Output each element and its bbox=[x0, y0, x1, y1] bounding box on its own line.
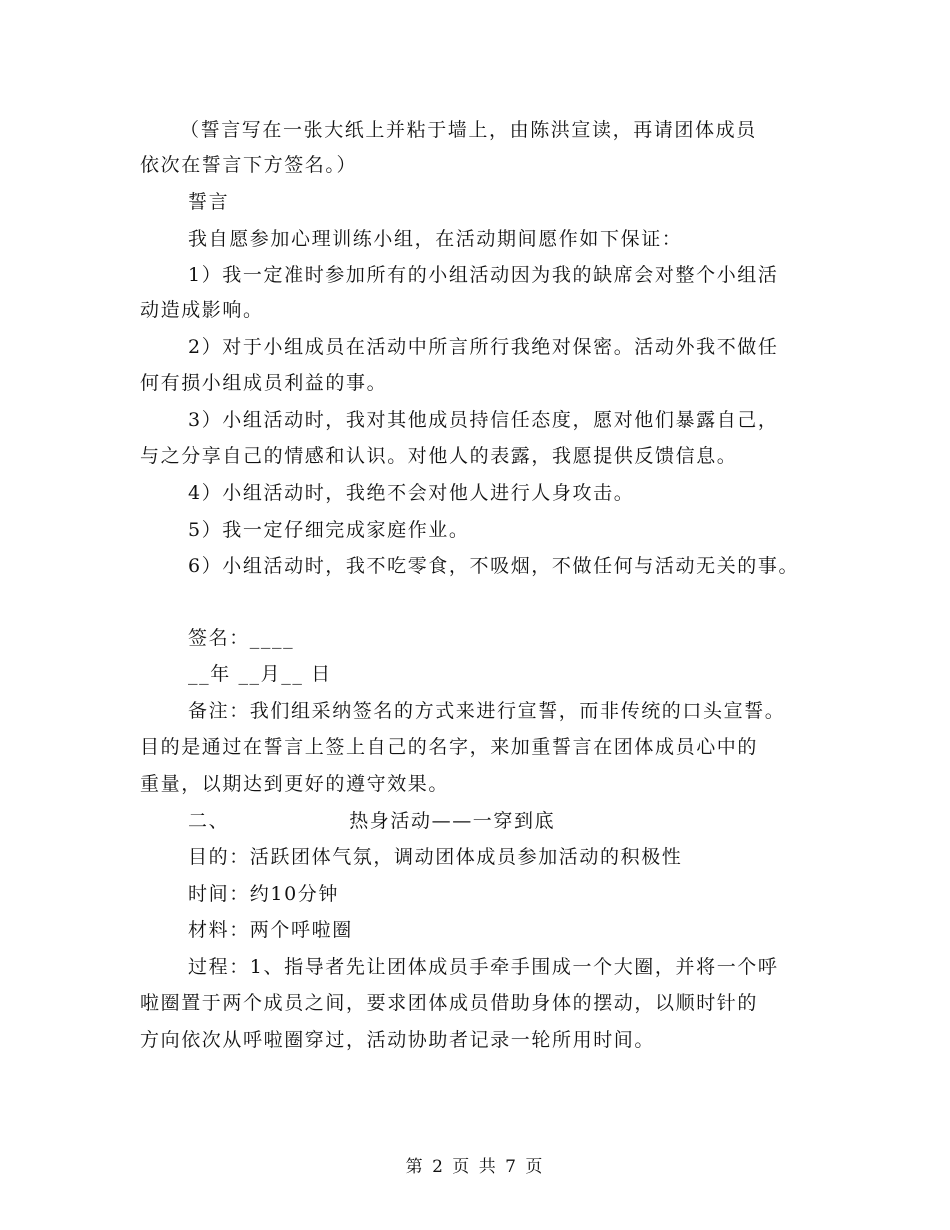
process-line-3: 方向依次从呼啦圈穿过，活动协助者记录一轮所用时间。 bbox=[140, 1029, 656, 1051]
process-line-1: 过程：1、指导者先让团体成员手牵手围成一个大圈，并将一个呼 bbox=[188, 956, 779, 978]
oath-item-4: 4）小组活动时，我绝不会对他人进行人身攻击。 bbox=[188, 482, 635, 504]
oath-item-2-line-1: 2）对于小组成员在活动中所言所行我绝对保密。活动外我不做任 bbox=[188, 336, 779, 358]
oath-item-1-line-2: 动造成影响。 bbox=[140, 299, 264, 321]
page-footer: 第 2 页 共 7 页 bbox=[405, 1157, 545, 1177]
oath-item-3-line-2: 与之分享自己的情感和认识。对他人的表露，我愿提供反馈信息。 bbox=[140, 445, 738, 467]
oath-item-1-line-1: 1）我一定准时参加所有的小组活动因为我的缺席会对整个小组活 bbox=[188, 264, 779, 286]
oath-intro: 我自愿参加心理训练小组，在活动期间愿作如下保证： bbox=[188, 228, 683, 250]
section-title: 热身活动——一穿到底 bbox=[349, 810, 556, 832]
intro-paragraph-line-2: 依次在誓言下方签名。） bbox=[140, 154, 358, 176]
oath-item-2-line-2: 何有损小组成员利益的事。 bbox=[140, 372, 388, 394]
section-number: 二、 bbox=[188, 810, 230, 832]
oath-item-6: 6）小组活动时，我不吃零食，不吸烟，不做任何与活动无关的事。 bbox=[188, 555, 800, 577]
process-line-2: 啦圈置于两个成员之间，要求团体成员借助身体的摆动，以顺时针的 bbox=[140, 992, 759, 1014]
oath-item-3-line-1: 3）小组活动时，我对其他成员持信任态度，愿对他们暴露自己， bbox=[188, 409, 779, 431]
section-heading bbox=[188, 809, 555, 833]
oath-item-5: 5）我一定仔细完成家庭作业。 bbox=[188, 519, 470, 541]
signature-line: 签名：____ bbox=[188, 627, 295, 649]
note-line-3: 重量，以期达到更好的遵守效果。 bbox=[140, 773, 450, 795]
oath-title: 誓言 bbox=[188, 191, 230, 213]
time-line: 时间：约10分钟 bbox=[188, 883, 339, 905]
purpose-line: 目的：活跃团体气氛，调动团体成员参加活动的积极性 bbox=[188, 846, 683, 868]
intro-paragraph-line-1: （誓言写在一张大纸上并粘于墙上，由陈洪宣读，再请团体成员 bbox=[180, 119, 757, 141]
date-line: __年 __月__ 日 bbox=[188, 663, 332, 685]
materials-line: 材料：两个呼啦圈 bbox=[188, 919, 353, 941]
note-line-1: 备注：我们组采纳签名的方式来进行宣誓，而非传统的口头宣誓。 bbox=[188, 700, 786, 722]
note-line-2: 目的是通过在誓言上签上自己的名字，来加重誓言在团体成员心中的 bbox=[140, 736, 759, 758]
